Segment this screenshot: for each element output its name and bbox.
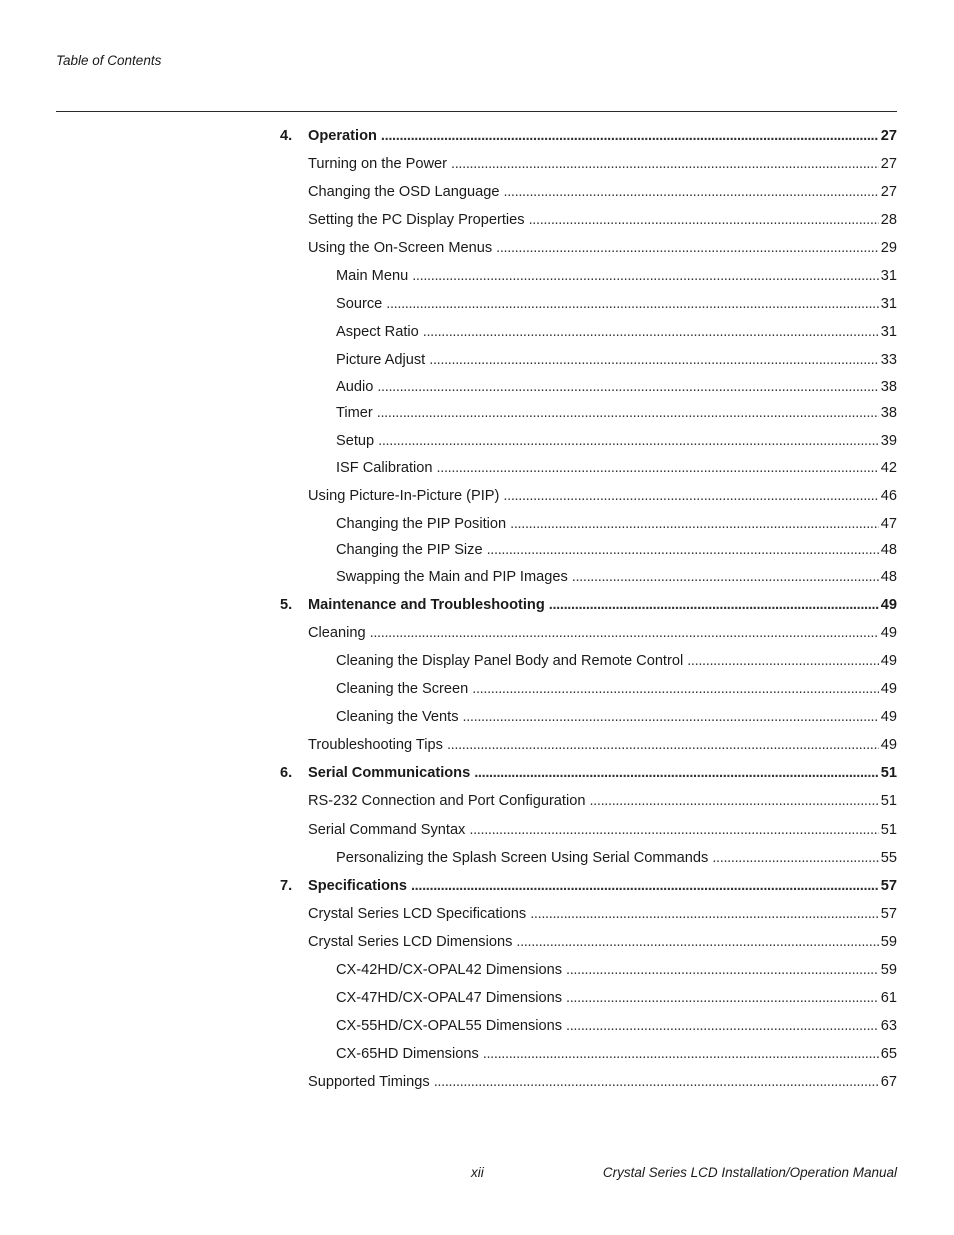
toc-dot-leader [472, 681, 879, 697]
toc-page-number: 55 [880, 850, 897, 866]
toc-dot-leader [549, 597, 879, 613]
toc-page-number: 49 [880, 737, 897, 753]
toc-page-number: 27 [880, 184, 897, 200]
toc-dot-leader [530, 906, 879, 922]
toc-page-number: 29 [880, 240, 897, 256]
toc-dot-leader [712, 850, 878, 866]
toc-entry[interactable] [280, 1040, 897, 1068]
toc-entry[interactable] [280, 844, 897, 872]
toc-entry[interactable] [280, 787, 897, 815]
running-head: Table of Contents [56, 53, 162, 68]
toc-page-number: 48 [880, 542, 897, 558]
toc-page-number: 38 [880, 405, 897, 421]
toc-dot-leader [370, 625, 879, 641]
toc-entry-title: Cleaning the Vents [336, 709, 463, 725]
toc-dot-leader [381, 128, 879, 144]
toc-entry[interactable] [280, 900, 897, 928]
toc-entry[interactable] [280, 178, 897, 206]
toc-chapter-number: 7. [280, 878, 293, 894]
toc-dot-leader [572, 569, 879, 585]
toc-entry[interactable] [280, 122, 897, 150]
toc-page-number: 51 [880, 793, 897, 809]
toc-dot-leader [503, 488, 878, 504]
toc-page-number: 49 [880, 597, 897, 613]
toc-dot-leader [386, 296, 879, 312]
toc-entry-title: CX-65HD Dimensions [336, 1046, 483, 1062]
toc-entry[interactable] [280, 373, 897, 401]
toc-page-number: 51 [880, 765, 897, 781]
toc-dot-leader [529, 212, 879, 228]
toc-page-number: 57 [880, 906, 897, 922]
toc-entry-title: Setup [336, 433, 378, 449]
toc-entry[interactable] [280, 675, 897, 703]
toc-page-number: 39 [880, 433, 897, 449]
toc-dot-leader [437, 460, 879, 476]
toc-dot-leader [474, 765, 879, 781]
toc-page-number: 59 [880, 962, 897, 978]
toc-dot-leader [566, 962, 879, 978]
toc-entry-title: Serial Command Syntax [308, 822, 469, 838]
toc-entry[interactable] [280, 346, 897, 374]
toc-entry-title: Operation [308, 128, 381, 144]
toc-entry-title: Supported Timings [308, 1074, 434, 1090]
toc-dot-leader [423, 324, 879, 340]
toc-dot-leader [377, 405, 879, 421]
toc-dot-leader [447, 737, 879, 753]
toc-entry-title: Specifications [308, 878, 411, 894]
toc-dot-leader [463, 709, 879, 725]
toc-entry[interactable] [280, 703, 897, 731]
toc-entry[interactable] [280, 816, 897, 844]
toc-page-number: 48 [880, 569, 897, 585]
toc-entry[interactable] [280, 150, 897, 178]
toc-entry-title: CX-47HD/CX-OPAL47 Dimensions [336, 990, 566, 1006]
toc-page-number: 49 [880, 681, 897, 697]
toc-entry[interactable] [280, 984, 897, 1012]
toc-dot-leader [687, 653, 879, 669]
toc-entry[interactable] [280, 563, 897, 591]
toc-entry[interactable] [280, 591, 897, 619]
toc-dot-leader [434, 1074, 879, 1090]
footer-page-number: xii [471, 1165, 484, 1180]
toc-dot-leader [451, 156, 879, 172]
toc-dot-leader [510, 516, 879, 532]
toc-chapter-number: 4. [280, 128, 293, 144]
toc-page-number: 42 [880, 460, 897, 476]
toc-entry-title: Troubleshooting Tips [308, 737, 447, 753]
toc-page-number: 61 [880, 990, 897, 1006]
toc-entry-title: Cleaning the Display Panel Body and Remote Control [336, 653, 687, 669]
toc-entry[interactable] [280, 206, 897, 234]
toc-page-number: 47 [880, 516, 897, 532]
toc-page-number: 57 [880, 878, 897, 894]
toc-page-number: 59 [880, 934, 897, 950]
toc-entry-title: Using Picture-In-Picture (PIP) [308, 488, 503, 504]
toc-entry[interactable] [280, 318, 897, 346]
toc-entry-title: Cleaning the Screen [336, 681, 472, 697]
toc-entry-title: Personalizing the Splash Screen Using Serial Commands [336, 850, 712, 866]
toc-entry[interactable] [280, 759, 897, 787]
toc-entry-title: CX-42HD/CX-OPAL42 Dimensions [336, 962, 566, 978]
toc-entry-title: Maintenance and Troubleshooting [308, 597, 549, 613]
toc-page-number: 51 [880, 822, 897, 838]
toc-entry-title: Changing the OSD Language [308, 184, 504, 200]
toc-entry[interactable] [280, 872, 897, 900]
toc-entry-title: Source [336, 296, 386, 312]
toc-entry[interactable] [280, 731, 897, 759]
toc-page-number: 67 [880, 1074, 897, 1090]
toc-page-number: 49 [880, 653, 897, 669]
toc-entry-title: Using the On-Screen Menus [308, 240, 496, 256]
toc-entry[interactable] [280, 290, 897, 318]
toc-entry-title: Swapping the Main and PIP Images [336, 569, 572, 585]
toc-entry[interactable] [280, 510, 897, 538]
header-rule [56, 111, 897, 112]
toc-dot-leader [377, 379, 878, 395]
toc-page-number: 63 [880, 1018, 897, 1034]
toc-page-number: 38 [880, 379, 897, 395]
toc-entry-title: ISF Calibration [336, 460, 437, 476]
toc-dot-leader [487, 542, 879, 558]
toc-dot-leader [483, 1046, 879, 1062]
toc-entry[interactable] [280, 399, 897, 427]
toc-entry-title: Timer [336, 405, 377, 421]
toc-entry[interactable] [280, 647, 897, 675]
toc-page-number: 31 [880, 268, 897, 284]
toc-entry-title: Serial Communications [308, 765, 474, 781]
toc-entry-title: Turning on the Power [308, 156, 451, 172]
toc-page-number: 27 [880, 128, 897, 144]
toc-entry-title: Cleaning [308, 625, 370, 641]
toc-page-number: 31 [880, 324, 897, 340]
toc-entry-title: Audio [336, 379, 377, 395]
toc-entry[interactable] [280, 1068, 897, 1096]
toc-entry[interactable] [280, 1012, 897, 1040]
toc-entry-title: Picture Adjust [336, 352, 429, 368]
toc-dot-leader [566, 990, 879, 1006]
toc-page-number: 65 [880, 1046, 897, 1062]
toc-entry-title: CX-55HD/CX-OPAL55 Dimensions [336, 1018, 566, 1034]
toc-entry-title: Changing the PIP Position [336, 516, 510, 532]
toc-entry-title: Changing the PIP Size [336, 542, 487, 558]
footer-manual-title: Crystal Series LCD Installation/Operation Manual [602, 1165, 897, 1180]
toc-entry[interactable] [280, 928, 897, 956]
toc-entry[interactable] [280, 262, 897, 290]
toc-page-number: 27 [880, 156, 897, 172]
toc-entry-title: RS-232 Connection and Port Configuration [308, 793, 589, 809]
toc-page-number: 33 [880, 352, 897, 368]
toc-dot-leader [496, 240, 879, 256]
toc-chapter-number: 5. [280, 597, 293, 613]
toc-entry-title: Crystal Series LCD Dimensions [308, 934, 516, 950]
toc-entry[interactable] [280, 482, 897, 510]
toc-page-number: 31 [880, 296, 897, 312]
toc-dot-leader [378, 433, 879, 449]
toc-entry[interactable] [280, 619, 897, 647]
toc-dot-leader [516, 934, 878, 950]
toc-dot-leader [589, 793, 878, 809]
toc-dot-leader [566, 1018, 879, 1034]
toc-page-number: 49 [880, 625, 897, 641]
toc-dot-leader [429, 352, 879, 368]
toc-entry-title: Setting the PC Display Properties [308, 212, 529, 228]
toc-entry-title: Crystal Series LCD Specifications [308, 906, 530, 922]
toc-entry[interactable] [280, 234, 897, 262]
toc-dot-leader [469, 822, 878, 838]
toc-dot-leader [504, 184, 879, 200]
toc-chapter-number: 6. [280, 765, 293, 781]
toc-entry[interactable] [280, 536, 897, 564]
toc-entry-title: Main Menu [336, 268, 412, 284]
toc-page-number: 46 [880, 488, 897, 504]
toc-entry-title: Aspect Ratio [336, 324, 423, 340]
toc-entry[interactable] [280, 956, 897, 984]
toc-page-number: 49 [880, 709, 897, 725]
toc-entry[interactable] [280, 427, 897, 455]
toc-dot-leader [412, 268, 879, 284]
toc-entry[interactable] [280, 454, 897, 482]
toc-dot-leader [411, 878, 879, 894]
toc-page-number: 28 [880, 212, 897, 228]
